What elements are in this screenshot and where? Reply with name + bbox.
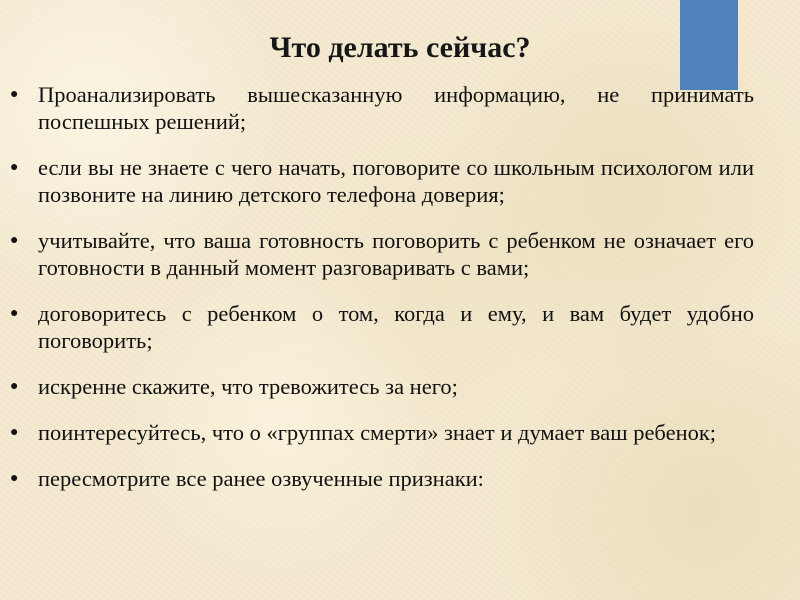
bullet-item (0, 227, 800, 281)
bullet-item (0, 154, 800, 208)
bullet-item (0, 81, 800, 135)
bullet-text: договоритесь с ребенком о том, когда и ему, и вам будет удобно поговорить; (38, 301, 754, 353)
bullet-item (0, 300, 800, 354)
bullet-dot-icon: ● (10, 471, 19, 486)
bullet-dot-icon: ● (10, 160, 19, 175)
bullet-text: если вы не знаете с чего начать, поговорите со школьным психологом или позвоните на линию детского телефона доверия; (38, 155, 754, 207)
bullet-text: Проанализировать вышесказанную информацию, не принимать поспешных решений; (38, 82, 754, 134)
bullet-item (0, 465, 800, 492)
bullet-item (0, 373, 800, 400)
bullet-dot-icon: ● (10, 306, 19, 321)
bullet-dot-icon: ● (10, 233, 19, 248)
bullet-text: поинтересуйтесь, что о «группах смерти» знает и думает ваш ребенок; (38, 420, 717, 445)
bullet-dot-icon: ● (10, 379, 19, 394)
bullet-list (0, 81, 800, 511)
bullet-dot-icon: ● (10, 425, 19, 440)
slide-title: Что делать сейчас? (269, 31, 531, 64)
bullet-item (0, 419, 800, 446)
bullet-text: пересмотрите все ранее озвученные признаки: (38, 466, 484, 491)
bullet-text: искренне скажите, что тревожитесь за него; (38, 374, 458, 399)
bullet-text: учитывайте, что ваша готовность поговорить с ребенком не означает его готовности в данный момент разговаривать с вами; (38, 228, 754, 280)
bullet-dot-icon: ● (10, 87, 19, 102)
